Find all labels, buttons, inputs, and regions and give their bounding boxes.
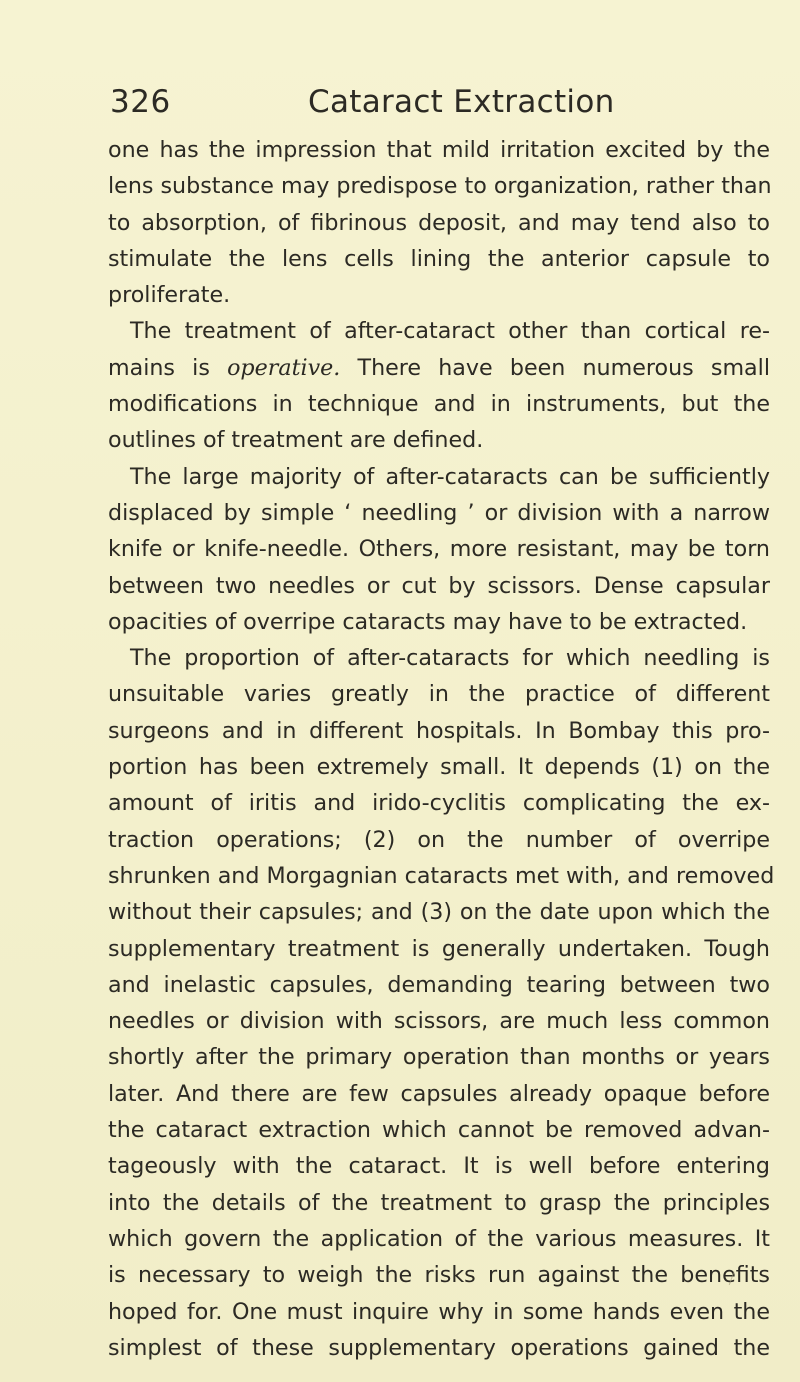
- text-line: shortly after the primary operation than months or years: [108, 1044, 770, 1071]
- text-line: modifications in technique and in instruments, but the: [108, 391, 770, 418]
- page-header: [108, 84, 768, 128]
- text-line: between two needles or cut by scissors. Dense capsular: [108, 572, 770, 599]
- text-line: later. And there are few capsules already opaque before: [108, 1080, 770, 1107]
- text-line: and inelastic capsules, demanding tearing between two: [108, 971, 770, 998]
- text-line: stimulate the lens cells lining the anterior capsule to: [108, 245, 770, 272]
- text-line: without their capsules; and (3) on the date upon which the: [108, 899, 770, 926]
- text-line: The proportion of after-cataracts for which needling is: [130, 645, 770, 672]
- body-text: [108, 132, 775, 1366]
- text-line: to absorption, of fibrinous deposit, and may tend also to: [108, 209, 770, 236]
- text-line: supplementary treatment is generally undertaken. Tough: [108, 935, 770, 962]
- text-line: The treatment of after-cataract other than cortical re-: [130, 318, 770, 345]
- text-line: proliferate.: [108, 282, 231, 309]
- text-line-mixed: [108, 350, 770, 386]
- text-line: portion has been extremely small. It depends (1) on the: [108, 754, 770, 781]
- text-line: unsuitable varies greatly in the practice of different: [108, 681, 770, 708]
- text-line: surgeons and in different hospitals. In Bombay this pro-: [108, 717, 770, 744]
- text-run: mains is: [108, 354, 228, 381]
- text-line: opacities of overripe cataracts may have to be extracted.: [108, 608, 748, 635]
- text-run: There have been numerous small: [340, 354, 770, 381]
- page-number: 326: [110, 84, 171, 120]
- running-title: Cataract Extraction: [308, 84, 615, 120]
- text-line: needles or division with scissors, are much less common: [108, 1008, 770, 1035]
- text-line: amount of iritis and irido-cyclitis complicating the ex-: [108, 790, 770, 817]
- text-line: displaced by simple ‘ needling ’ or division with a narrow: [108, 499, 770, 526]
- emphasis-text: operative.: [227, 354, 341, 381]
- text-line: into the details of the treatment to grasp the principles: [108, 1189, 770, 1216]
- text-line: lens substance may predispose to organization, rather than: [108, 173, 772, 200]
- text-line: hoped for. One must inquire why in some hands even the: [108, 1298, 770, 1325]
- text-line: tageously with the cataract. It is well before entering: [108, 1153, 770, 1180]
- text-line: outlines of treatment are defined.: [108, 427, 484, 454]
- text-line: traction operations; (2) on the number of overripe: [108, 826, 770, 853]
- text-line: knife or knife-needle. Others, more resistant, may be torn: [108, 536, 770, 563]
- text-line: simplest of these supplementary operations gained the: [108, 1334, 770, 1361]
- text-line: one has the impression that mild irritation excited by the: [108, 137, 770, 163]
- text-line: shrunken and Morgagnian cataracts met with, and removed: [108, 862, 775, 889]
- text-line: which govern the application of the various measures. It: [108, 1225, 770, 1252]
- text-line: is necessary to weigh the risks run against the benefits: [108, 1262, 770, 1289]
- text-line: The large majority of after-cataracts can be sufficiently: [130, 463, 770, 490]
- text-line: the cataract extraction which cannot be removed advan-: [108, 1117, 770, 1144]
